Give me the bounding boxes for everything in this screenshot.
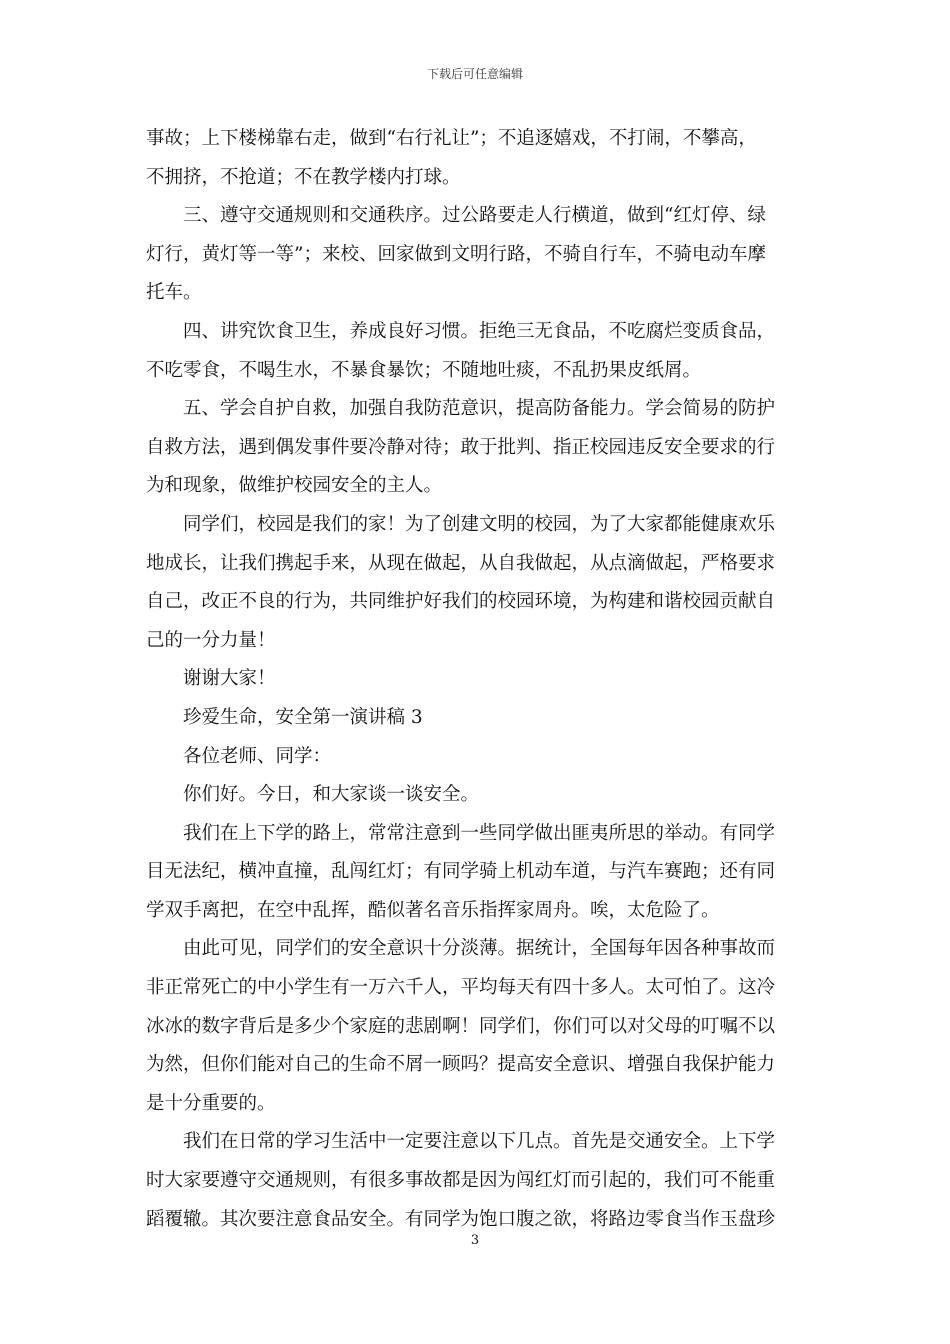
text-line: 非正常死亡的中小学生有一万六千人，平均每天有四十多人。太可怕了。这冷 (146, 977, 776, 999)
text-line: 是十分重要的。 (146, 1092, 276, 1114)
paragraph-start-line: 五、学会自护自救，加强自我防范意识，提高防备能力。学会简易的防护 (183, 398, 776, 420)
text-line: 自救方法，遇到偶发事件要冷静对待；敢于批判、指正校园违反安全要求的行 (146, 436, 776, 458)
paragraph-start-line: 同学们，校园是我们的家！为了创建文明的校园，为了大家都能健康欢乐 (183, 513, 776, 535)
text-line: 蹈覆辙。其次要注意食品安全。有同学为饱口腹之欲，将路边零食当作玉盘珍 (146, 1208, 776, 1230)
text-line: 己的一分力量！ (146, 629, 276, 651)
text-line: 托车。 (146, 282, 202, 304)
text-line: 事故；上下楼梯靠右走，做到“右行礼让”；不追逐嬉戏，不打闹，不攀高， (146, 128, 757, 149)
text-line: 不吃零食，不喝生水，不暴食暴饮；不随地吐痰，不乱扔果皮纸屑。 (146, 359, 702, 381)
text-line: 不拥挤，不抢道；不在教学楼内打球。 (146, 166, 461, 188)
text-line: 为和现象，做维护校园安全的主人。 (146, 475, 443, 497)
page-header: 下载后可任意编辑 (426, 67, 523, 81)
paragraph-start-line: 三、遵守交通规则和交通秩序。过公路要走人行横道，做到“红灯停、绿 (183, 205, 766, 227)
text-line: 冰冰的数字背后是多少个家庭的悲剧啊！同学们，你们可以对父母的叮嘱不以 (146, 1015, 776, 1037)
text-line: 为然，但你们能对自己的生命不屑一顾吗？提高安全意识、增强自我保护能力 (146, 1054, 776, 1076)
text-line: 目无法纪，横冲直撞，乱闯红灯；有同学骑上机动车道，与汽车赛跑；还有同 (146, 861, 776, 883)
page-number: 3 (470, 1233, 480, 1248)
text-line: 学双手离把，在空中乱挥，酷似著名音乐指挥家周舟。唉，太危险了。 (146, 899, 720, 921)
greeting-line: 你们好。今日，和大家谈一谈安全。 (183, 784, 480, 806)
text-line: 灯行，黄灯等一等”；来校、回家做到文明行路，不骑自行车，不骑电动车摩 (146, 243, 766, 265)
section-title: 珍爱生命，安全第一演讲稿 3 (183, 706, 423, 728)
text-line: 自己，改正不良的行为，共同维护好我们的校园环境，为构建和谐校园贡献自 (146, 591, 776, 613)
paragraph-start-line: 谢谢大家！ (183, 668, 276, 690)
salutation-line: 各位老师、同学： (183, 745, 332, 767)
text-line: 地成长，让我们携起手来，从现在做起，从自我做起，从点滴做起，严格要求 (146, 552, 776, 574)
text-line: 时大家要遵守交通规则，有很多事故都是因为闯红灯而引起的，我们可不能重 (146, 1170, 776, 1192)
paragraph-start-line: 四、讲究饮食卫生，养成良好习惯。拒绝三无食品，不吃腐烂变质食品， (183, 320, 776, 342)
paragraph-start-line: 我们在日常的学习生活中一定要注意以下几点。首先是交通安全。上下学 (183, 1131, 776, 1153)
paragraph-start-line: 由此可见，同学们的安全意识十分淡薄。据统计，全国每年因各种事故而 (183, 938, 776, 960)
paragraph-start-line: 我们在上下学的路上，常常注意到一些同学做出匪夷所思的举动。有同学 (183, 822, 776, 844)
document-body (146, 120, 811, 1239)
